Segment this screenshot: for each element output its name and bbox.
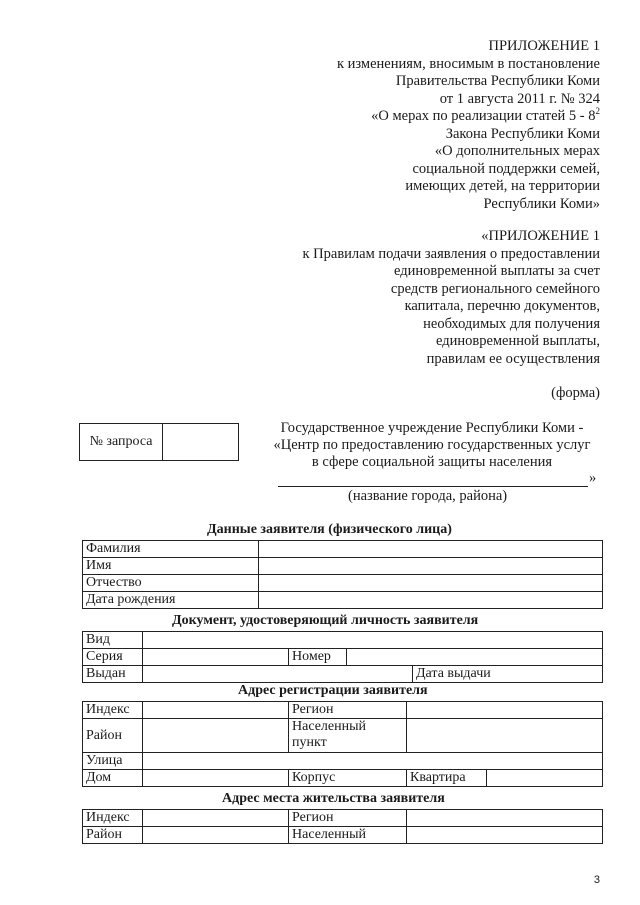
- res-index-label: Индекс: [83, 810, 143, 827]
- issue-date-label: Дата выдачи: [413, 666, 603, 683]
- identity-doc-section-title: Документ, удостоверяющий личность заявителя: [172, 613, 479, 628]
- reg-apartment-field[interactable]: [487, 770, 603, 787]
- number-field[interactable]: [347, 649, 603, 666]
- res-district-field[interactable]: [143, 827, 289, 844]
- institution-line: в сфере социальной защиты населения: [311, 454, 553, 470]
- table-row: [83, 719, 603, 753]
- reg-street-field[interactable]: [143, 753, 603, 770]
- header-line: к изменениям, вносимым в постановление: [336, 55, 600, 72]
- table-row: [83, 649, 603, 666]
- header-line: Закона Республики Коми: [445, 125, 600, 142]
- reg-house-label: Дом: [83, 770, 143, 787]
- res-district-label: Район: [83, 827, 143, 844]
- res-region-field[interactable]: [407, 810, 603, 827]
- doc-type-field[interactable]: [143, 632, 603, 649]
- surname-field[interactable]: [259, 541, 603, 558]
- patronymic-field[interactable]: [259, 575, 603, 592]
- reg-district-label: Район: [83, 719, 143, 753]
- reg-district-field[interactable]: [143, 719, 289, 753]
- header-line: социальной поддержки семей,: [412, 160, 600, 177]
- table-row: [83, 666, 603, 683]
- rules-line: капитала, перечню документов,: [404, 298, 600, 314]
- request-number-label: № запроса: [80, 424, 163, 460]
- name-label: Имя: [83, 558, 259, 575]
- reg-index-label: Индекс: [83, 702, 143, 719]
- header-line: Правительства Республики Коми: [395, 73, 600, 89]
- table-row: [83, 575, 603, 592]
- table-row: [83, 541, 603, 558]
- doc-type-label: Вид: [83, 632, 143, 649]
- applicant-table: [82, 540, 603, 609]
- institution-line: «Центр по предоставлению государственных услуг: [273, 437, 591, 453]
- institution-line: Государственное учреждение Республики Коми -: [280, 420, 584, 436]
- page-number: 3: [593, 874, 600, 886]
- applicant-section-title: Данные заявителя (физического лица): [207, 522, 452, 537]
- reg-index-field[interactable]: [143, 702, 289, 719]
- rules-line: средств регионального семейного: [390, 280, 600, 297]
- form-label: (форма): [551, 385, 600, 401]
- table-row: [83, 770, 603, 787]
- rules-appendix-header: [303, 228, 601, 403]
- reg-address-table: [82, 701, 603, 787]
- reg-building-label: Корпус: [289, 770, 407, 787]
- res-address-table: [82, 809, 603, 844]
- identity-doc-table: [82, 631, 603, 683]
- res-region-label: Регион: [289, 810, 407, 827]
- number-label: Номер: [289, 649, 347, 666]
- rules-line: к Правилам подачи заявления о предоставлении: [302, 245, 600, 262]
- decree-line: «О мерах по реализации статей $5 - 8^2$: [371, 106, 600, 124]
- res-index-field[interactable]: [143, 810, 289, 827]
- header-line: от 1 августа 2011 г. № 324: [439, 90, 600, 107]
- table-row: [83, 827, 603, 844]
- table-row: [83, 753, 603, 770]
- res-address-section-title: Адрес места жительства заявителя: [222, 791, 445, 806]
- reg-apartment-label: Квартира: [407, 770, 487, 787]
- rules-line: единовременной выплаты,: [435, 333, 600, 349]
- surname-label: Фамилия: [83, 541, 259, 558]
- res-settlement-field[interactable]: [407, 827, 603, 844]
- reg-address-section-title: Адрес регистрации заявителя: [238, 683, 428, 698]
- table-row: [83, 592, 603, 609]
- reg-street-label: Улица: [83, 753, 143, 770]
- rules-line: единовременной выплаты за счет: [393, 263, 600, 279]
- rules-line: правилам ее осуществления: [426, 350, 600, 367]
- birth-date-field[interactable]: [259, 592, 603, 609]
- reg-region-label: Регион: [289, 702, 407, 719]
- appendix-header: [337, 38, 600, 213]
- closing-quote: »: [589, 470, 597, 486]
- patronymic-label: Отчество: [83, 575, 259, 592]
- issued-by-field[interactable]: [143, 666, 413, 683]
- reg-settlement-label: Населенный пункт: [289, 719, 407, 753]
- table-row: [83, 632, 603, 649]
- header-line: Республики Коми»: [483, 195, 600, 212]
- table-row: [83, 810, 603, 827]
- rules-line: необходимых для получения: [423, 315, 600, 332]
- res-settlement-label: Населенный: [289, 827, 407, 844]
- series-field[interactable]: [143, 649, 289, 666]
- issued-by-label: Выдан: [83, 666, 143, 683]
- table-row: [83, 702, 603, 719]
- appendix-title: ПРИЛОЖЕНИЕ 1: [488, 38, 600, 54]
- header-line: имеющих детей, на территории: [405, 178, 600, 194]
- header-line: «О дополнительных мерах: [434, 143, 600, 159]
- request-number-box: [79, 423, 239, 461]
- city-name-field[interactable]: [278, 472, 588, 487]
- reg-settlement-field[interactable]: [407, 719, 603, 753]
- rules-appendix-title: «ПРИЛОЖЕНИЕ 1: [481, 228, 600, 244]
- table-row: [83, 558, 603, 575]
- request-number-field[interactable]: [163, 424, 238, 460]
- reg-region-field[interactable]: [407, 702, 603, 719]
- name-field[interactable]: [259, 558, 603, 575]
- city-caption: (название города, района): [348, 488, 508, 504]
- series-label: Серия: [83, 649, 143, 666]
- birth-date-label: Дата рождения: [83, 592, 259, 609]
- institution-block: [262, 420, 602, 471]
- reg-house-field[interactable]: [143, 770, 289, 787]
